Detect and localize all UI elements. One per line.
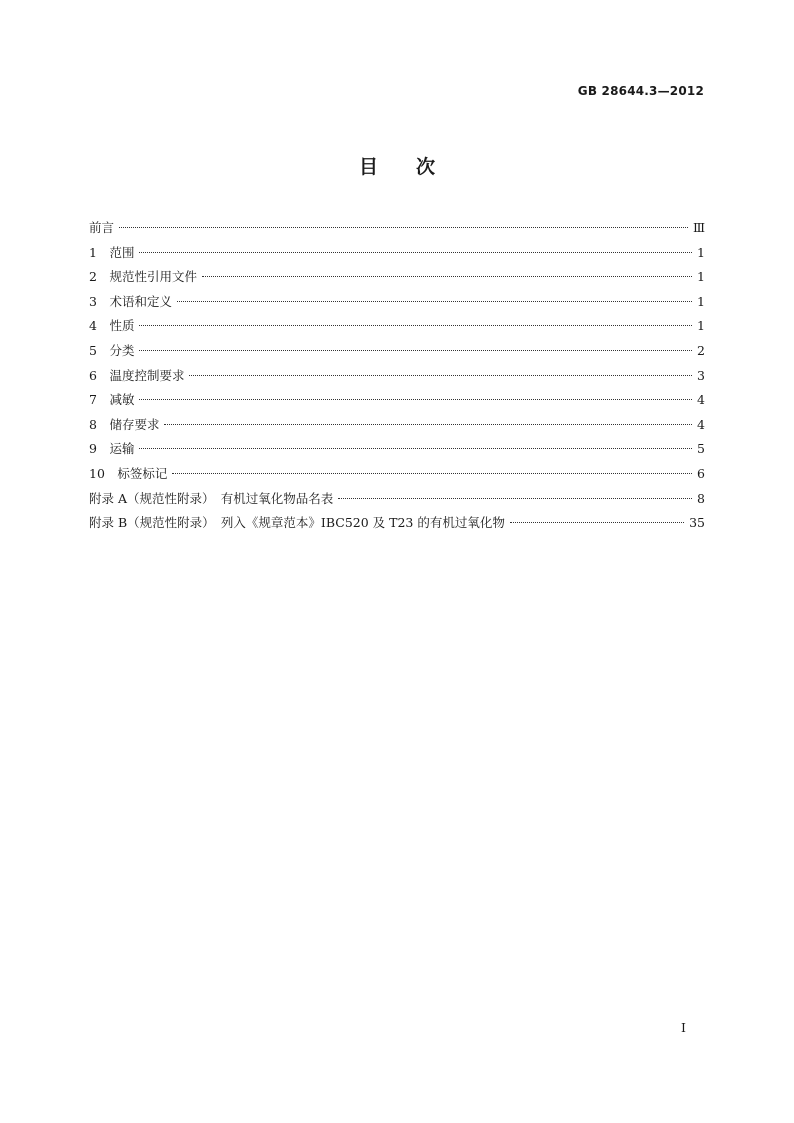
toc-entry-label: 7 减敏 bbox=[89, 392, 135, 408]
toc-leader-dots bbox=[172, 473, 692, 474]
toc-entry-terms-definitions[interactable] bbox=[89, 290, 705, 315]
toc-entry-page: 1 bbox=[697, 293, 705, 309]
toc-leader-dots bbox=[119, 227, 688, 228]
toc-entry-page: 2 bbox=[697, 342, 705, 358]
page-number: Ⅰ bbox=[681, 1020, 686, 1035]
toc-leader-dots bbox=[338, 498, 692, 499]
toc-entry-label: 2 规范性引用文件 bbox=[89, 269, 197, 285]
toc-leader-dots bbox=[510, 522, 684, 523]
toc-leader-dots bbox=[139, 350, 692, 351]
toc-entry-label: 6 温度控制要求 bbox=[89, 367, 185, 383]
toc-entry-label: 附录 B（规范性附录） 列入《规章范本》IBC520 及 T23 的有机过氧化物 bbox=[89, 515, 505, 531]
toc-entry-label: 前言 bbox=[89, 220, 115, 235]
toc-entry-page: 8 bbox=[697, 490, 705, 506]
toc-entry-annex-a[interactable] bbox=[89, 487, 705, 512]
toc-leader-dots bbox=[139, 448, 692, 449]
toc-leader-dots bbox=[189, 375, 692, 376]
page-title: 目 次 bbox=[358, 156, 435, 178]
toc-entry-label: 8 储存要求 bbox=[89, 416, 160, 432]
toc-leader-dots bbox=[177, 301, 692, 302]
toc-entry-label: 4 性质 bbox=[89, 318, 135, 334]
toc-entry-annex-b[interactable] bbox=[89, 511, 705, 536]
toc-entry-page: 4 bbox=[697, 392, 705, 408]
toc-entry-label: 1 范围 bbox=[89, 244, 135, 260]
toc-entry-scope[interactable] bbox=[89, 241, 705, 266]
toc-entry-page: 3 bbox=[697, 367, 705, 383]
toc-entry-properties[interactable] bbox=[89, 314, 705, 339]
toc-entry-label: 3 术语和定义 bbox=[89, 293, 172, 309]
toc-entry-page: Ⅲ bbox=[692, 220, 705, 235]
toc-entry-label: 10 标签标记 bbox=[89, 465, 168, 481]
toc-entry-classification[interactable] bbox=[89, 339, 705, 364]
toc-entry-page: 1 bbox=[697, 244, 705, 260]
standard-number: GB 28644.3—2012 bbox=[577, 84, 704, 98]
toc-leader-dots bbox=[202, 276, 692, 277]
toc-entry-normative-references[interactable] bbox=[89, 265, 705, 290]
toc-entry-labeling[interactable] bbox=[89, 462, 705, 487]
toc-entry-page: 35 bbox=[689, 515, 705, 531]
toc-leader-dots bbox=[164, 424, 692, 425]
toc-entry-storage[interactable] bbox=[89, 413, 705, 438]
toc-entry-page: 6 bbox=[697, 465, 705, 481]
table-of-contents bbox=[89, 216, 705, 536]
toc-entry-foreword[interactable] bbox=[89, 216, 705, 241]
toc-leader-dots bbox=[139, 399, 692, 400]
toc-entry-page: 4 bbox=[697, 416, 705, 432]
toc-leader-dots bbox=[139, 325, 692, 326]
toc-entry-desensitization[interactable] bbox=[89, 388, 705, 413]
toc-entry-label: 9 运输 bbox=[89, 441, 135, 457]
toc-leader-dots bbox=[139, 252, 692, 253]
toc-entry-transport[interactable] bbox=[89, 437, 705, 462]
toc-entry-label: 5 分类 bbox=[89, 342, 135, 358]
toc-entry-page: 1 bbox=[697, 269, 705, 285]
toc-entry-label: 附录 A（规范性附录） 有机过氧化物品名表 bbox=[89, 490, 334, 506]
toc-entry-page: 1 bbox=[697, 318, 705, 334]
toc-entry-page: 5 bbox=[697, 441, 705, 457]
toc-entry-temperature-control[interactable] bbox=[89, 364, 705, 389]
